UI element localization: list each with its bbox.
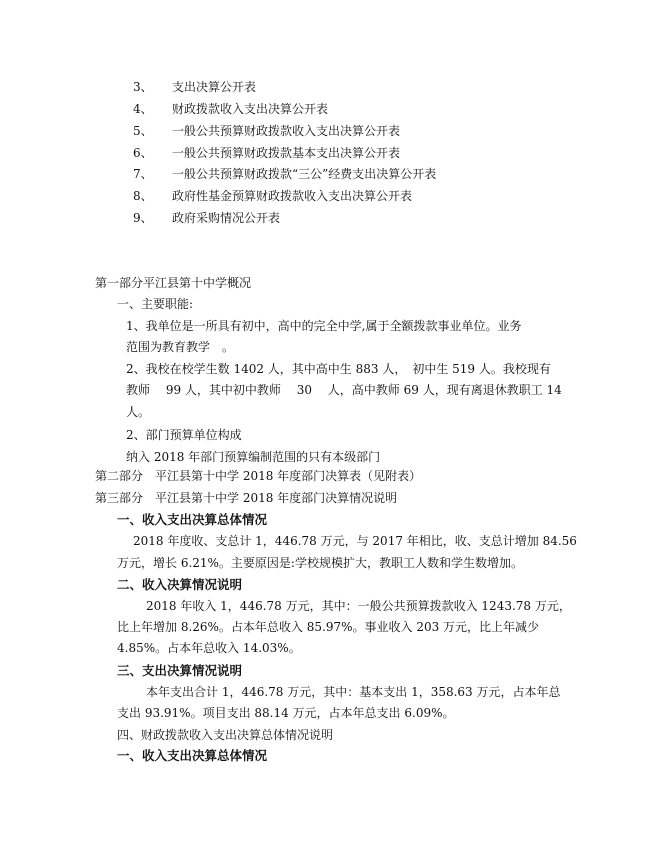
toc-number: 5、 [133, 124, 153, 138]
section4-heading: 四、财政拨款收入支出决算总体情况说明 [117, 728, 334, 742]
toc-text: 财政拨款收入支出决算公开表 [172, 102, 329, 116]
section2-text: 2018 年收入 1，446.78 万元，其中：一般公共预算拨款收入 1243.78 万元， [146, 599, 571, 613]
toc-number: 9、 [133, 211, 153, 225]
part1-title: 第一部分平江县第十中学概况 [95, 276, 252, 290]
toc-number: 8、 [133, 189, 153, 203]
section1-heading: 一、收入支出决算总体情况 [117, 512, 268, 527]
part2-title: 第二部分 平江县第十中学 2018 年度部门决算表（见附表） [95, 469, 422, 483]
toc-text: 政府采购情况公开表 [172, 211, 281, 225]
toc-number: 6、 [133, 146, 153, 160]
section1-text-cont: 万元，增长 6.21%。主要原因是:学校规模扩大，教职工人数和学生数增加。 [117, 556, 523, 570]
duty-paragraph-2-cont: 教师 99 人，其中初中教师 30 人，高中教师 69 人，现有离退休教职工 14 [126, 383, 562, 397]
toc-text: 一般公共预算财政拨款“三公”经费支出决算公开表 [172, 167, 437, 181]
toc-number: 3、 [133, 80, 153, 94]
toc-text: 一般公共预算财政拨款收入支出决算公开表 [172, 124, 401, 138]
section1-text: 2018 年度收、支总计 1，446.78 万元，与 2017 年相比，收、支总计增加 84.56 [133, 534, 577, 548]
toc-number: 7、 [133, 167, 153, 181]
duty-paragraph-2-end: 人。 [126, 405, 151, 419]
duty-paragraph-1-cont: 范围为教育教学 。 [126, 340, 235, 354]
toc-text: 支出决算公开表 [172, 80, 257, 94]
unit-text: 纳入 2018 年部门预算编制范围的只有本级部门 [126, 450, 381, 464]
section3-text: 本年支出合计 1，446.78 万元，其中：基本支出 1，358.63 万元，占本年总 [146, 685, 561, 699]
section3-heading: 三、支出决算情况说明 [117, 663, 243, 678]
toc-number: 4、 [133, 102, 153, 116]
toc-text: 一般公共预算财政拨款基本支出决算公开表 [172, 146, 401, 160]
section2-text-end: 4.85%。占本年总收入 14.03%。 [117, 641, 301, 655]
part3-title: 第三部分 平江县第十中学 2018 年度部门决算情况说明 [95, 491, 398, 505]
duty-paragraph-1: 1、我单位是一所具有初中，高中的完全中学,属于全额拨款事业单位。业务 [126, 319, 522, 333]
section5-heading: 一、收入支出决算总体情况 [117, 748, 268, 763]
section2-heading: 二、收入决算情况说明 [117, 577, 243, 592]
duty-paragraph-2: 2、我校在校学生数 1402 人，其中高中生 883 人， 初中生 519 人。我校现有 [126, 362, 551, 376]
section3-text-cont: 支出 93.91%。项目支出 88.14 万元，占本年总支出 6.09%。 [117, 706, 455, 720]
section2-text-cont: 比上年增加 8.26%。占本年总收入 85.97%。事业收入 203 万元，比上年减少 [117, 620, 540, 634]
unit-heading: 2、部门预算单位构成 [126, 428, 242, 442]
duty-heading: 一、主要职能: [117, 297, 194, 311]
toc-text: 政府性基金预算财政拨款收入支出决算公开表 [172, 189, 413, 203]
